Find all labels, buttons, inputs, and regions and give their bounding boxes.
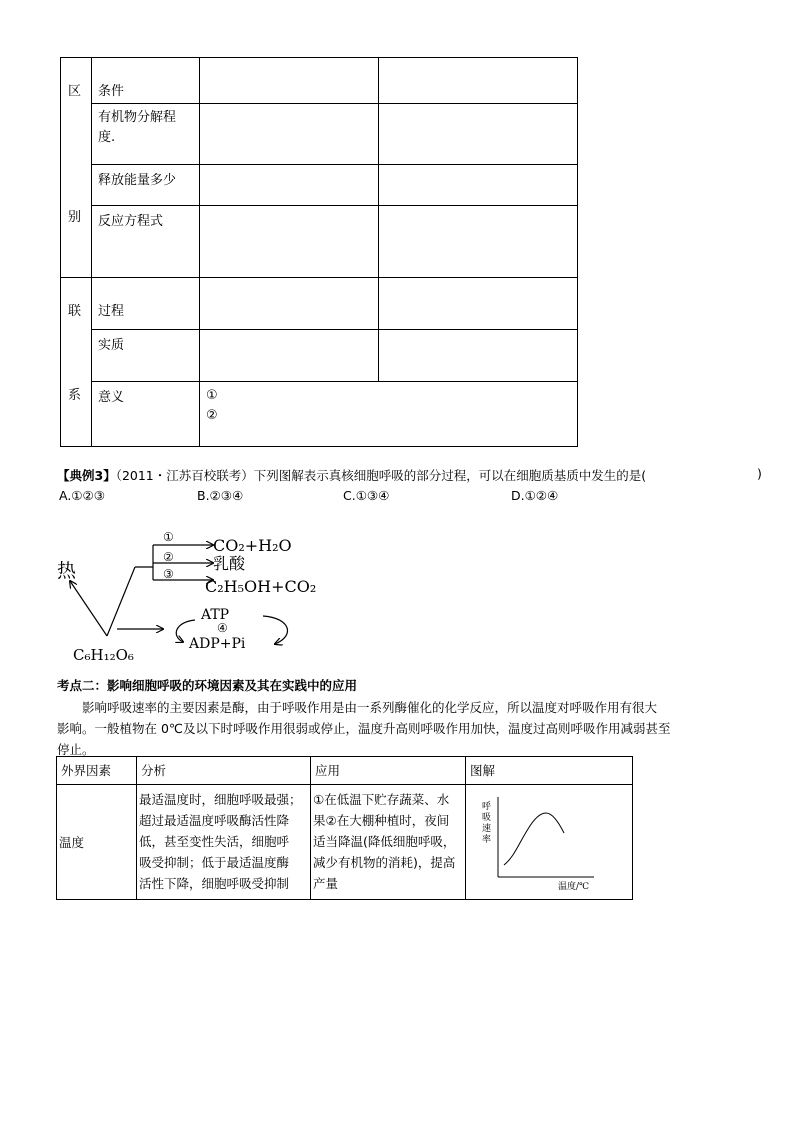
empty-cell bbox=[379, 278, 578, 330]
analysis-line: 活性下降，细胞呼吸受抑制 bbox=[139, 876, 290, 891]
process-4-label: ④ bbox=[217, 621, 228, 635]
option-b[interactable]: B.②③④ bbox=[197, 488, 244, 503]
significance-item-2: ② bbox=[206, 407, 218, 423]
heat-label: 热 bbox=[57, 560, 77, 582]
application-line: 果②在大棚种植时，夜间 bbox=[313, 813, 450, 828]
empty-cell bbox=[379, 165, 578, 206]
process-1-label: ① bbox=[163, 530, 174, 544]
diagram-cell bbox=[466, 785, 633, 900]
empty-cell bbox=[379, 330, 578, 381]
row-label-decomposition: 有机物分解程度. bbox=[92, 104, 200, 165]
row-label-condition: 条件 bbox=[92, 58, 200, 104]
group-label-xi: 系 bbox=[68, 388, 82, 403]
header-analysis: 分析 bbox=[137, 757, 311, 785]
branch-line bbox=[107, 567, 135, 636]
row-label-process: 过程 bbox=[92, 278, 200, 330]
application-line: 减少有机物的消耗)，提高 bbox=[313, 855, 456, 870]
significance-item-1: ① bbox=[206, 387, 218, 403]
group-label-lian: 联 bbox=[68, 304, 82, 319]
graph-ylabel-char: 速 bbox=[482, 824, 492, 834]
application-line: ①在低温下贮存蔬菜、水 bbox=[313, 792, 450, 807]
atp-label: ATP bbox=[201, 607, 230, 623]
row-label-energy: 释放能量多少 bbox=[92, 165, 200, 206]
analysis-line: 最适温度时，细胞呼吸最强； bbox=[139, 792, 302, 807]
cycle-arc-right bbox=[263, 616, 288, 644]
environment-factors-table bbox=[56, 756, 633, 900]
graph-xlabel: 温度/℃ bbox=[558, 882, 590, 892]
empty-cell bbox=[379, 104, 578, 165]
example-question bbox=[57, 466, 646, 484]
section-paragraph-line-1: 影响呼吸速率的主要因素是酶，由于呼吸作用是由一系列酶催化的化学反应，所以温度对呼吸作用有很大 bbox=[82, 700, 658, 715]
header-diagram: 图解 bbox=[466, 757, 633, 785]
empty-cell bbox=[200, 165, 379, 206]
group-difference-cell bbox=[61, 58, 92, 278]
application-line: 适当降温(降低细胞呼吸， bbox=[313, 834, 456, 849]
product-2: 乳酸 bbox=[213, 554, 246, 573]
respiration-diagram bbox=[55, 522, 375, 667]
graph-curve bbox=[504, 813, 564, 865]
empty-cell bbox=[200, 104, 379, 165]
temperature-rate-graph bbox=[466, 785, 631, 893]
adp-label: ADP+Pi bbox=[189, 636, 246, 652]
row-label-significance: 意义 bbox=[92, 381, 200, 446]
option-a[interactable]: A.①②③ bbox=[59, 488, 105, 503]
section-paragraph-line-3: 停止。 bbox=[57, 742, 95, 757]
process-2-label: ② bbox=[163, 550, 174, 564]
graph-ylabel-char: 率 bbox=[482, 835, 492, 845]
group-label-bie: 别 bbox=[68, 210, 82, 225]
group-label-qu: 区 bbox=[68, 84, 82, 99]
significance-items bbox=[200, 381, 578, 446]
example-tag: 【典例3】 bbox=[57, 468, 116, 483]
analysis-line: 吸受抑制；低于最适温度酶 bbox=[139, 855, 290, 870]
header-application: 应用 bbox=[311, 757, 466, 785]
heat-arrow bbox=[70, 581, 107, 636]
application-line: 产量 bbox=[313, 876, 339, 891]
empty-cell bbox=[200, 278, 379, 330]
comparison-table bbox=[60, 57, 578, 447]
row-label-essence: 实质 bbox=[92, 330, 200, 381]
analysis-cell bbox=[137, 785, 311, 900]
product-1: CO₂+H₂O bbox=[213, 536, 292, 555]
graph-ylabel-char: 呼 bbox=[482, 802, 492, 812]
process-3-label: ③ bbox=[163, 567, 174, 581]
option-d[interactable]: D.①②④ bbox=[511, 488, 559, 503]
empty-cell bbox=[200, 330, 379, 381]
section-paragraph-line-2: 影响。一般植物在 0℃及以下时呼吸作用很弱或停止，温度升高则呼吸作用加快，温度过高则呼吸作用减弱甚至 bbox=[57, 721, 671, 736]
substrate-label: C₆H₁₂O₆ bbox=[73, 646, 134, 664]
option-c[interactable]: C.①③④ bbox=[343, 488, 390, 503]
section-heading: 考点二：影响细胞呼吸的环境因素及其在实践中的应用 bbox=[57, 678, 358, 693]
product-3: C₂H₅OH+CO₂ bbox=[205, 577, 317, 596]
group-connection-cell bbox=[61, 278, 92, 447]
row-label-equation: 反应方程式 bbox=[92, 206, 200, 278]
example-close-paren: ) bbox=[757, 466, 762, 481]
example-source: （2011・江苏百校联考） bbox=[115, 468, 254, 483]
header-factor: 外界因素 bbox=[57, 757, 137, 785]
factor-temperature: 温度 bbox=[57, 785, 137, 900]
example-text: 下列图解表示真核细胞呼吸的部分过程，可以在细胞质基质中发生的是( bbox=[253, 468, 647, 483]
empty-cell bbox=[379, 206, 578, 278]
analysis-line: 低，甚至变性失活，细胞呼 bbox=[139, 834, 290, 849]
application-cell bbox=[311, 785, 466, 900]
graph-ylabel-char: 吸 bbox=[482, 813, 492, 823]
empty-cell bbox=[379, 58, 578, 104]
empty-cell bbox=[200, 58, 379, 104]
analysis-line: 超过最适温度呼吸酶活性降 bbox=[139, 813, 290, 828]
empty-cell bbox=[200, 206, 379, 278]
